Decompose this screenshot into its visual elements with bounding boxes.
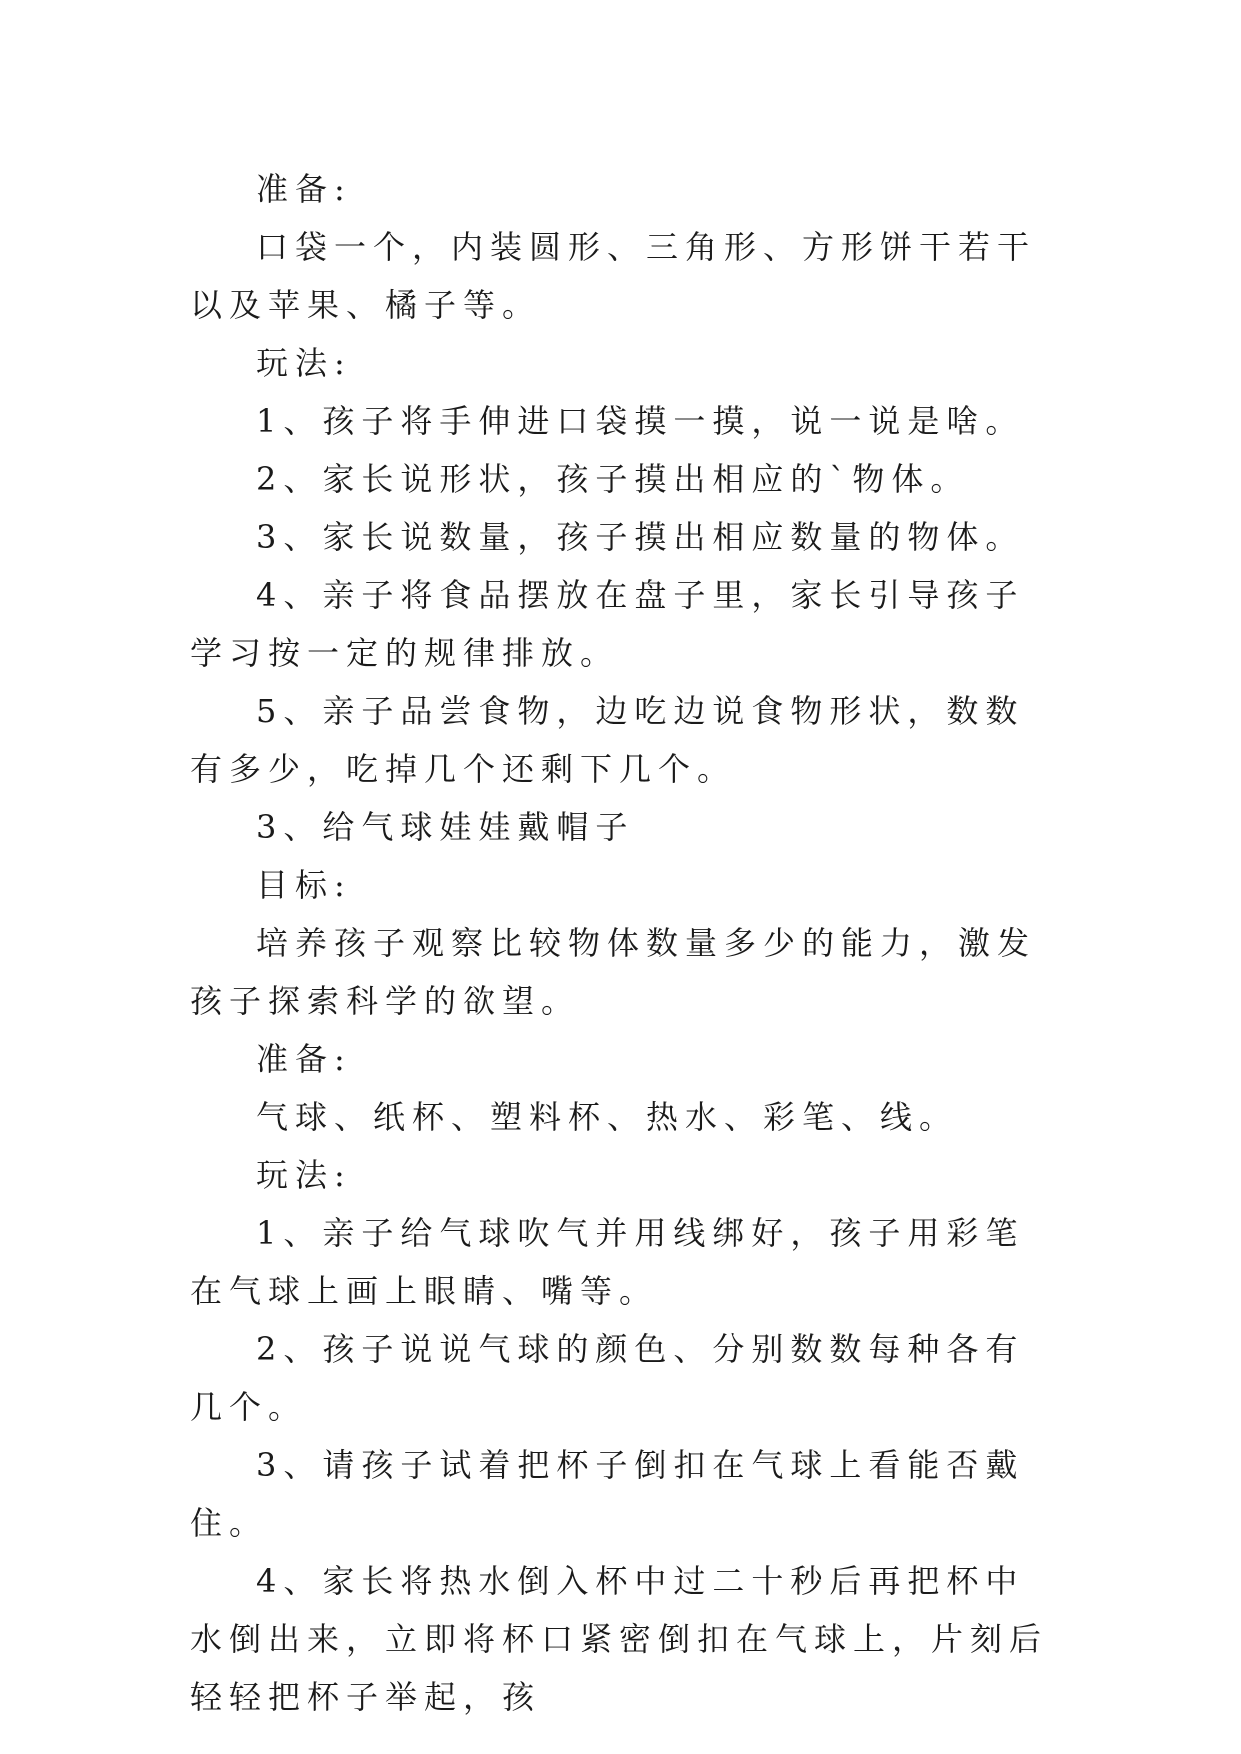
step-2-4: 4、家长将热水倒入杯中过二十秒后再把杯中水倒出来，立即将杯口紧密倒扣在气球上，片刻后轻轻把杯子举起，孩 [190,1562,1049,1716]
paragraph-materials-2: 气球、纸杯、塑料杯、热水、彩笔、线。 [256,1098,959,1136]
step-2-2: 2、孩子说说气球的颜色、分别数数每种各有几个。 [190,1330,1025,1426]
paragraph-materials-1: 口袋一个，内装圆形、三角形、方形饼干若干以及苹果、橘子等。 [190,228,1037,324]
step-1-4: 4、亲子将食品摆放在盘子里，家长引导孩子学习按一定的规律排放。 [190,576,1025,672]
heading-method-2: 玩法: [256,1156,352,1194]
step-2-1: 1、亲子给气球吹气并用线绑好，孩子用彩笔在气球上画上眼睛、嘴等。 [190,1214,1025,1310]
heading-goal: 目标: [256,866,352,904]
step-1-5: 5、亲子品尝食物，边吃边说食物形状，数数有多少，吃掉几个还剩下几个。 [190,692,1025,788]
step-1-2: 2、家长说形状，孩子摸出相应的`物体。 [256,460,970,498]
section-title-balloon: 3、给气球娃娃戴帽子 [256,808,635,846]
step-1-3: 3、家长说数量，孩子摸出相应数量的物体。 [256,518,1025,556]
heading-preparation-2: 准备: [256,1040,352,1078]
step-2-3: 3、请孩子试着把杯子倒扣在气球上看能否戴住。 [190,1446,1025,1542]
step-1-1: 1、孩子将手伸进口袋摸一摸，说一说是啥。 [256,402,1025,440]
paragraph-goal: 培养孩子观察比较物体数量多少的能力，激发孩子探索科学的欲望。 [190,924,1037,1020]
heading-preparation-1: 准备: [256,170,352,208]
document-body [190,160,1050,1726]
heading-method-1: 玩法: [256,344,352,382]
